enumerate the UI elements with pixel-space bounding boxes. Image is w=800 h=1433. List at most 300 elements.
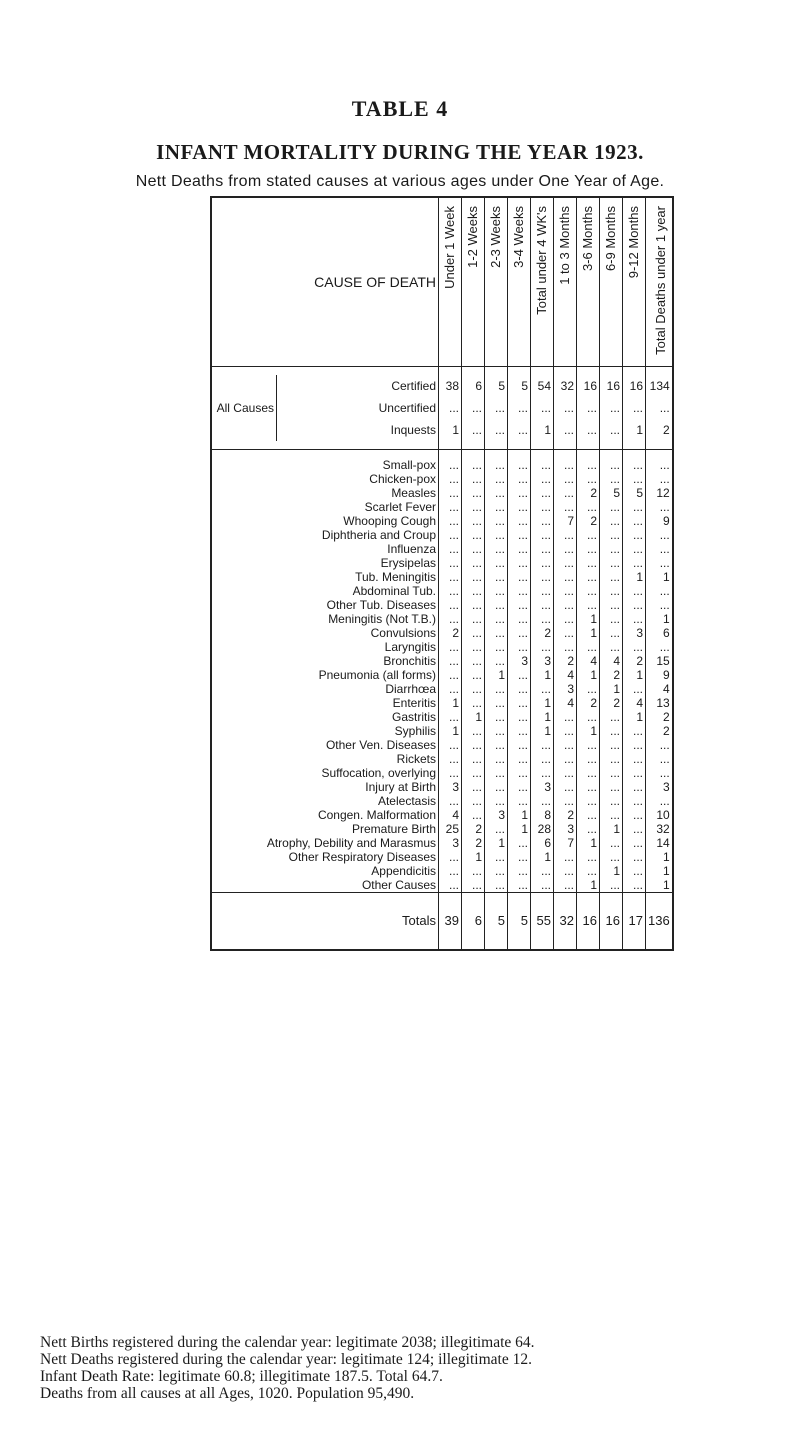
cause-label: Other Causes — [361, 877, 436, 892]
table-cell: ... — [577, 556, 600, 570]
table-cell: 2 — [531, 626, 554, 640]
table-cell: ... — [577, 542, 600, 556]
table-cell: ... — [600, 626, 623, 640]
cause-label: Atelectasis — [377, 793, 436, 808]
table-cell: ... — [554, 458, 577, 472]
cause-label: Atrophy, Debility and Marasmus — [266, 835, 436, 850]
table-row — [211, 850, 673, 864]
table-cell: ... — [531, 640, 554, 654]
table-row — [211, 486, 673, 500]
table-cell: ... — [577, 738, 600, 752]
table-cell: ... — [439, 598, 462, 612]
table-cell: ... — [508, 696, 531, 710]
cause-label: Totals — [211, 892, 439, 950]
table-cell: ... — [600, 458, 623, 472]
table-row — [211, 584, 673, 598]
table-cell: ... — [554, 598, 577, 612]
table-cell: ... — [485, 542, 508, 556]
table-cell: ... — [508, 738, 531, 752]
table-cell: ... — [623, 397, 646, 419]
table-cell: ... — [554, 397, 577, 419]
table-cell: ... — [531, 738, 554, 752]
table-cell: 8 — [531, 808, 554, 822]
cause-label: Small-pox — [382, 457, 436, 472]
table-cell: ... — [623, 514, 646, 528]
column-header-cause: CAUSE OF DEATH — [211, 197, 439, 366]
table-cell: 4 — [554, 696, 577, 710]
table-cell: ... — [485, 766, 508, 780]
table-cell: ... — [623, 556, 646, 570]
table-cell: ... — [646, 766, 673, 780]
table-cell: ... — [623, 542, 646, 556]
table-cell: ... — [554, 724, 577, 738]
table-cell: 17 — [623, 892, 646, 950]
table-cell: ... — [462, 864, 485, 878]
table-cell: 6 — [462, 375, 485, 397]
table-cell: ... — [485, 514, 508, 528]
table-cell: 32 — [646, 822, 673, 836]
table-cell: 1 — [508, 808, 531, 822]
cause-label: Tub. Meningitis — [355, 569, 436, 584]
table-cell: ... — [439, 584, 462, 598]
table-cell: 1 — [577, 878, 600, 893]
table-cell: ... — [462, 472, 485, 486]
table-cell: ... — [508, 766, 531, 780]
table-cell: ... — [554, 794, 577, 808]
table-cell: ... — [439, 850, 462, 864]
table-cell: ... — [531, 472, 554, 486]
table-cell: ... — [531, 612, 554, 626]
table-cell: ... — [577, 682, 600, 696]
table-row — [211, 458, 673, 472]
table-cell: ... — [600, 640, 623, 654]
cause-label: Suffocation, overlying — [321, 765, 436, 780]
table-cell: 6 — [462, 892, 485, 950]
table-cell: 3 — [439, 836, 462, 850]
table-cell: ... — [508, 458, 531, 472]
table-cell: ... — [646, 397, 673, 419]
table-cell: ... — [485, 696, 508, 710]
table-row — [211, 808, 673, 822]
table-cell: ... — [485, 570, 508, 584]
table-cell: ... — [577, 864, 600, 878]
table-row — [211, 419, 673, 441]
table-cell: ... — [554, 766, 577, 780]
table-cell: 2 — [554, 654, 577, 668]
table-cell: ... — [600, 878, 623, 893]
table-cell: 136 — [646, 892, 673, 950]
cause-label: Other Tub. Diseases — [326, 597, 436, 612]
table-cell: 3 — [554, 682, 577, 696]
table-cell: 5 — [485, 892, 508, 950]
table-cell: ... — [439, 654, 462, 668]
table-cell: 3 — [646, 780, 673, 794]
table-cell: 5 — [623, 486, 646, 500]
table-cell: ... — [577, 850, 600, 864]
column-header: 1 to 3 Months — [554, 197, 577, 366]
table-cell: ... — [646, 500, 673, 514]
table-cell: ... — [646, 738, 673, 752]
table-cell: 1 — [600, 822, 623, 836]
table-cell: 1 — [646, 878, 673, 893]
table-cell: ... — [623, 794, 646, 808]
table-row — [211, 682, 673, 696]
table-cell: ... — [508, 668, 531, 682]
table-cell: 2 — [577, 696, 600, 710]
column-header: 9-12 Months — [623, 197, 646, 366]
cause-label: Gastritis — [391, 709, 436, 724]
table-cell: ... — [577, 584, 600, 598]
table-cell: ... — [508, 514, 531, 528]
table-cell: ... — [439, 766, 462, 780]
cause-label: Whooping Cough — [343, 513, 436, 528]
table-row — [211, 472, 673, 486]
table-cell: ... — [623, 472, 646, 486]
table-cell: ... — [485, 780, 508, 794]
table-cell: 2 — [623, 654, 646, 668]
table-cell: ... — [577, 710, 600, 724]
table-cell: ... — [623, 500, 646, 514]
table-cell: 1 — [531, 850, 554, 864]
footer-death-rate: Infant Death Rate: legitimate 60.8; illegitimate 187.5. Total 64.7. — [40, 1368, 443, 1385]
table-cell: ... — [623, 612, 646, 626]
cause-label: Pneumonia (all forms) — [318, 667, 436, 682]
table-cell: ... — [623, 528, 646, 542]
table-cell: ... — [531, 570, 554, 584]
table-cell: ... — [462, 419, 485, 441]
table-cell: ... — [439, 542, 462, 556]
table-cell: 9 — [646, 668, 673, 682]
table-cell: 16 — [623, 375, 646, 397]
table-cell: ... — [485, 724, 508, 738]
spacer-row — [211, 449, 673, 458]
table-cell: ... — [508, 682, 531, 696]
table-cell: ... — [600, 500, 623, 514]
table-cell: ... — [623, 850, 646, 864]
cause-label: Influenza — [387, 541, 436, 556]
table-cell: ... — [623, 584, 646, 598]
table-cell: ... — [531, 794, 554, 808]
table-cell: ... — [508, 864, 531, 878]
table-cell: 3 — [531, 654, 554, 668]
table-cell: ... — [485, 738, 508, 752]
table-cell: ... — [462, 528, 485, 542]
table-cell: ... — [623, 458, 646, 472]
table-row — [211, 724, 673, 738]
table-cell: 2 — [600, 696, 623, 710]
table-cell: ... — [623, 738, 646, 752]
cause-label: Uncertified — [277, 397, 439, 419]
infant-mortality-table — [210, 196, 674, 951]
table-cell: 3 — [623, 626, 646, 640]
table-cell: ... — [623, 598, 646, 612]
table-cell: ... — [646, 528, 673, 542]
table-cell: 1 — [485, 668, 508, 682]
table-cell: 2 — [646, 419, 673, 441]
table-cell: ... — [462, 654, 485, 668]
table-cell: ... — [577, 419, 600, 441]
table-cell: 9 — [646, 514, 673, 528]
table-cell: ... — [462, 696, 485, 710]
table-cell: ... — [577, 500, 600, 514]
table-cell: ... — [485, 710, 508, 724]
table-cell: ... — [600, 514, 623, 528]
table-cell: ... — [462, 794, 485, 808]
table-row — [211, 542, 673, 556]
table-cell: ... — [508, 556, 531, 570]
table-cell: ... — [646, 472, 673, 486]
table-cell: 28 — [531, 822, 554, 836]
table-cell: ... — [531, 500, 554, 514]
table-cell: ... — [531, 878, 554, 893]
table-cell: ... — [485, 486, 508, 500]
table-cell: 15 — [646, 654, 673, 668]
table-cell: ... — [554, 850, 577, 864]
table-cell: 1 — [577, 626, 600, 640]
cause-label: Premature Birth — [351, 821, 436, 836]
table-cell: ... — [577, 397, 600, 419]
table-cell: ... — [439, 640, 462, 654]
table-cell: 55 — [531, 892, 554, 950]
cause-label: Erysipelas — [380, 555, 436, 570]
table-cell: 12 — [646, 486, 673, 500]
cause-label: Rickets — [396, 751, 436, 766]
table-cell: 7 — [554, 836, 577, 850]
table-cell: 2 — [646, 724, 673, 738]
table-cell: ... — [485, 500, 508, 514]
cause-label: Enteritis — [392, 695, 436, 710]
table-cell: ... — [600, 419, 623, 441]
table-label: TABLE 4 — [351, 96, 449, 121]
table-row — [211, 528, 673, 542]
table-cell: ... — [485, 584, 508, 598]
column-header: 3-4 Weeks — [508, 197, 531, 366]
table-cell: 1 — [623, 668, 646, 682]
table-cell: ... — [554, 542, 577, 556]
table-cell: ... — [600, 766, 623, 780]
table-cell: ... — [508, 626, 531, 640]
table-cell: ... — [462, 570, 485, 584]
table-cell: ... — [531, 514, 554, 528]
table-cell: ... — [600, 598, 623, 612]
table-row — [211, 612, 673, 626]
table-row — [211, 668, 673, 682]
table-cell: ... — [646, 598, 673, 612]
table-cell: ... — [646, 794, 673, 808]
column-header: Total under 4 WK's — [531, 197, 554, 366]
table-row — [211, 397, 673, 419]
table-cell: 2 — [600, 668, 623, 682]
table-cell: ... — [462, 738, 485, 752]
table-cell: ... — [623, 780, 646, 794]
table-cell: ... — [577, 528, 600, 542]
table-cell: 3 — [485, 808, 508, 822]
table-cell: ... — [554, 752, 577, 766]
table-cell: ... — [600, 794, 623, 808]
table-cell: 4 — [577, 654, 600, 668]
column-header: 1-2 Weeks — [462, 197, 485, 366]
table-row — [211, 556, 673, 570]
table-cell: ... — [554, 500, 577, 514]
table-cell: 5 — [508, 892, 531, 950]
table-cell: ... — [554, 528, 577, 542]
table-cell: ... — [508, 500, 531, 514]
table-cell: ... — [485, 612, 508, 626]
table-cell: 16 — [577, 892, 600, 950]
table-cell: ... — [439, 682, 462, 696]
cause-label: Laryngitis — [384, 639, 436, 654]
table-cell: ... — [508, 472, 531, 486]
table-cell: ... — [577, 640, 600, 654]
table-cell: ... — [646, 752, 673, 766]
table-cell: ... — [439, 458, 462, 472]
table-row — [211, 864, 673, 878]
table-row — [211, 375, 673, 397]
table-cell: 1 — [439, 696, 462, 710]
table-cell: ... — [600, 397, 623, 419]
table-cell: ... — [554, 486, 577, 500]
table-cell: ... — [462, 598, 485, 612]
table-cell: ... — [439, 500, 462, 514]
table-cell: 3 — [554, 822, 577, 836]
table-cell: 1 — [531, 696, 554, 710]
table-cell: ... — [485, 458, 508, 472]
table-cell: ... — [623, 864, 646, 878]
table-cell: ... — [462, 780, 485, 794]
table-cell: ... — [600, 850, 623, 864]
table-cell: 1 — [600, 864, 623, 878]
table-cell: ... — [439, 752, 462, 766]
table-cell: ... — [439, 570, 462, 584]
table-cell: 1 — [577, 724, 600, 738]
cause-label: Chicken-pox — [369, 471, 436, 486]
table-cell: 2 — [577, 486, 600, 500]
table-row — [211, 696, 673, 710]
table-cell: ... — [531, 598, 554, 612]
table-cell: ... — [600, 724, 623, 738]
column-header: Under 1 Week — [439, 197, 462, 366]
table-cell: 4 — [439, 808, 462, 822]
column-header: 6-9 Months — [600, 197, 623, 366]
table-cell: ... — [600, 570, 623, 584]
table-cell: 5 — [600, 486, 623, 500]
table-cell: ... — [623, 682, 646, 696]
table-cell: 1 — [531, 668, 554, 682]
table-cell: ... — [531, 486, 554, 500]
table-cell: 7 — [554, 514, 577, 528]
table-cell: 2 — [646, 710, 673, 724]
table-cell: ... — [462, 556, 485, 570]
table-cell: ... — [462, 766, 485, 780]
table-cell: ... — [646, 458, 673, 472]
table-cell: ... — [439, 612, 462, 626]
cause-label: Injury at Birth — [365, 779, 436, 794]
table-cell: ... — [485, 752, 508, 766]
table-cell: ... — [554, 570, 577, 584]
table-cell: 2 — [554, 808, 577, 822]
table-cell: 4 — [600, 654, 623, 668]
table-cell: 32 — [554, 375, 577, 397]
table-row — [211, 738, 673, 752]
table-cell: 3 — [439, 780, 462, 794]
table-cell: ... — [531, 584, 554, 598]
cause-label: Other Ven. Diseases — [325, 737, 436, 752]
table-cell: 4 — [623, 696, 646, 710]
table-cell: ... — [577, 794, 600, 808]
table-row — [211, 640, 673, 654]
cause-label: Congen. Malformation — [317, 807, 436, 822]
table-cell: ... — [508, 640, 531, 654]
cause-label: Inquests — [277, 419, 439, 441]
table-cell: ... — [462, 668, 485, 682]
table-row — [211, 710, 673, 724]
table-cell: ... — [485, 794, 508, 808]
table-cell: ... — [508, 528, 531, 542]
table-cell: ... — [554, 472, 577, 486]
table-cell: ... — [462, 397, 485, 419]
table-cell: ... — [531, 752, 554, 766]
table-cell: ... — [462, 542, 485, 556]
table-cell: ... — [485, 626, 508, 640]
table-cell: ... — [508, 486, 531, 500]
table-cell: ... — [439, 794, 462, 808]
table-cell: ... — [554, 626, 577, 640]
table-cell: ... — [577, 822, 600, 836]
table-cell: 2 — [577, 514, 600, 528]
table-row — [211, 626, 673, 640]
table-cell: ... — [531, 542, 554, 556]
table-cell: ... — [554, 780, 577, 794]
table-cell: ... — [462, 878, 485, 893]
table-cell: 32 — [554, 892, 577, 950]
cause-label: Scarlet Fever — [364, 499, 436, 514]
table-cell: ... — [439, 738, 462, 752]
table-caption: Nett Deaths from stated causes at various ages under One Year of Age. — [135, 173, 665, 190]
table-row — [211, 892, 673, 950]
table-cell: ... — [508, 836, 531, 850]
table-cell: ... — [600, 612, 623, 626]
cause-label: Diarrhœa — [385, 681, 436, 696]
table-cell: ... — [485, 654, 508, 668]
table-cell: ... — [485, 640, 508, 654]
table-cell: 14 — [646, 836, 673, 850]
table-cell: ... — [508, 752, 531, 766]
table-cell: ... — [554, 710, 577, 724]
table-row — [211, 822, 673, 836]
column-header: Total Deaths under 1 year — [646, 197, 673, 366]
table-row — [211, 752, 673, 766]
table-cell: ... — [577, 808, 600, 822]
table-cell: ... — [508, 542, 531, 556]
table-cell: ... — [623, 836, 646, 850]
table-cell: ... — [439, 528, 462, 542]
footer-births: Nett Births registered during the calendar year: legitimate 2038; illegitimate 64. — [40, 1334, 535, 1351]
table-cell: ... — [485, 472, 508, 486]
table-cell: 1 — [600, 682, 623, 696]
table-cell: ... — [531, 528, 554, 542]
table-cell: ... — [646, 640, 673, 654]
footer-population: Deaths from all causes at all Ages, 1020. Population 95,490. — [40, 1385, 415, 1402]
table-row — [211, 878, 673, 893]
table-cell: ... — [508, 612, 531, 626]
table-cell: ... — [508, 584, 531, 598]
table-cell: ... — [600, 542, 623, 556]
table-cell: 2 — [462, 836, 485, 850]
table-cell: ... — [600, 738, 623, 752]
table-cell: 5 — [485, 375, 508, 397]
table-cell: ... — [462, 626, 485, 640]
table-cell: ... — [531, 766, 554, 780]
